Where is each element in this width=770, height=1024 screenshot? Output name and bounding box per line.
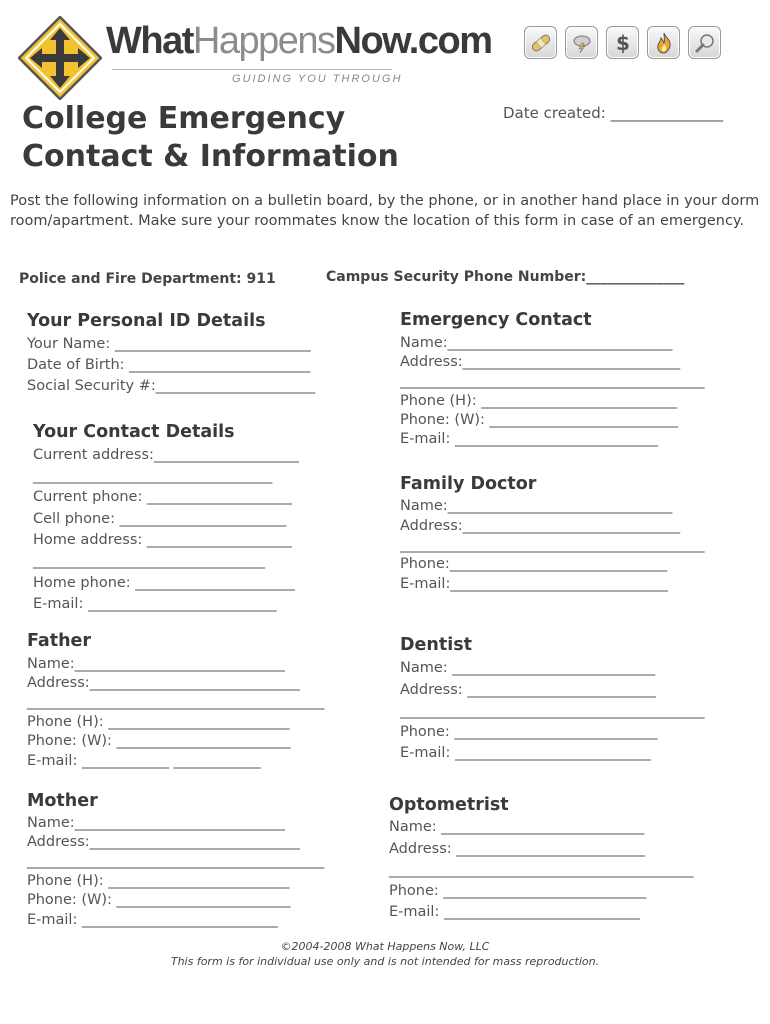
date-created-field: Date created: _______________ (503, 104, 724, 122)
emergency-address-line-2: __________________________________________ (400, 373, 705, 389)
mother-email-line: E-mail: ___________________________ (27, 912, 278, 928)
doctor-name-line: Name:_______________________________ (400, 498, 673, 514)
dentist-name-line: Name: ____________________________ (400, 660, 656, 676)
contact-current-address-line-2: _________________________________ (33, 468, 273, 484)
dentist-email-line: E-mail: ___________________________ (400, 745, 651, 761)
personal-id-ssn-line: Social Security #:______________________ (27, 378, 316, 394)
personal-id-heading: Your Personal ID Details (27, 311, 266, 331)
header-icon-row (524, 26, 721, 59)
father-name-line: Name:_____________________________ (27, 656, 285, 672)
emergency-phone-w-line: Phone: (W): __________________________ (400, 412, 679, 428)
emergency-address-line: Address:______________________________ (400, 354, 681, 370)
mother-phone-h-line: Phone (H): _________________________ (27, 873, 290, 889)
dentist-address-line: Address: __________________________ (400, 682, 656, 698)
emergency-phone-h-line: Phone (H): ___________________________ (400, 393, 677, 409)
logo-tagline: GUIDING YOU THROUGH (232, 73, 403, 85)
contact-home-address-line-2: ________________________________ (33, 553, 265, 569)
doctor-address-line: Address:______________________________ (400, 518, 681, 534)
contact-cell-phone-line: Cell phone: _______________________ (33, 511, 287, 527)
footer-copyright: ©2004-2008 What Happens Now, LLC (280, 940, 490, 953)
intro-paragraph: Post the following information on a bulletin board, by the phone, or in another hand place in your dorm room/apartment. Make sure your roommates know the location of this form in case of an emergency. (10, 193, 760, 229)
father-email-line: E-mail: ____________ ____________ (27, 753, 261, 769)
family-doctor-heading: Family Doctor (400, 474, 537, 494)
contact-current-phone-line: Current phone: ____________________ (33, 489, 292, 505)
logo-arrows-icon (18, 16, 102, 100)
dentist-address-line-2: __________________________________________ (400, 703, 705, 719)
page-title (22, 100, 399, 176)
optometrist-name-line: Name: ____________________________ (389, 819, 645, 835)
optometrist-phone-line: Phone: ____________________________ (389, 883, 647, 899)
emergency-name-line: Name:_______________________________ (400, 335, 673, 351)
logo-word-now: Now.com (334, 20, 492, 62)
footer-note: This form is for individual use only and is not intended for mass reproduction. (170, 955, 600, 968)
police-fire-line: Police and Fire Department: 911 (19, 271, 276, 287)
contact-home-address-line: Home address: ____________________ (33, 532, 292, 548)
contact-email-line: E-mail: __________________________ (33, 596, 277, 612)
contact-current-address-line: Current address:____________________ (33, 447, 299, 463)
doctor-email-line: E-mail:______________________________ (400, 576, 668, 592)
logo-divider (112, 69, 392, 70)
fire-icon (647, 26, 680, 59)
mother-heading: Mother (27, 791, 98, 811)
svg-text:$: $ (615, 30, 630, 55)
campus-security-line: Campus Security Phone Number:______________ (326, 269, 685, 285)
dollar-icon (606, 26, 639, 59)
father-phone-h-line: Phone (H): _________________________ (27, 714, 290, 730)
contact-home-phone-line: Home phone: ______________________ (33, 575, 295, 591)
logo-wordmark (106, 22, 492, 60)
mother-address-line-2: _________________________________________ (27, 853, 325, 869)
optometrist-heading: Optometrist (389, 795, 509, 815)
dentist-heading: Dentist (400, 635, 472, 655)
optometrist-address-line-2: __________________________________________ (389, 862, 694, 878)
weather-icon (565, 26, 598, 59)
emergency-email-line: E-mail: ____________________________ (400, 431, 658, 447)
title-line-1: College Emergency (22, 101, 346, 136)
magnifier-icon (688, 26, 721, 59)
doctor-phone-line: Phone:______________________________ (400, 556, 668, 572)
contact-details-heading: Your Contact Details (33, 422, 235, 442)
father-phone-w-line: Phone: (W): ________________________ (27, 733, 291, 749)
doctor-address-line-2: __________________________________________ (400, 537, 705, 553)
emergency-contact-heading: Emergency Contact (400, 310, 592, 330)
father-address-line: Address:_____________________________ (27, 675, 300, 691)
mother-address-line: Address:_____________________________ (27, 834, 300, 850)
mother-name-line: Name:_____________________________ (27, 815, 285, 831)
title-line-2: Contact & Information (22, 139, 399, 174)
personal-id-dob-line: Date of Birth: _________________________ (27, 357, 311, 373)
personal-id-name-line: Your Name: ___________________________ (27, 336, 311, 352)
dentist-phone-line: Phone: ____________________________ (400, 724, 658, 740)
bandage-icon (524, 26, 557, 59)
father-address-line-2: _________________________________________ (27, 694, 325, 710)
optometrist-email-line: E-mail: ___________________________ (389, 904, 640, 920)
optometrist-address-line: Address: __________________________ (389, 841, 645, 857)
mother-phone-w-line: Phone: (W): ________________________ (27, 892, 291, 908)
logo-word-what: What (106, 20, 193, 62)
logo-word-happens: Happens (192, 20, 335, 62)
father-heading: Father (27, 631, 92, 651)
